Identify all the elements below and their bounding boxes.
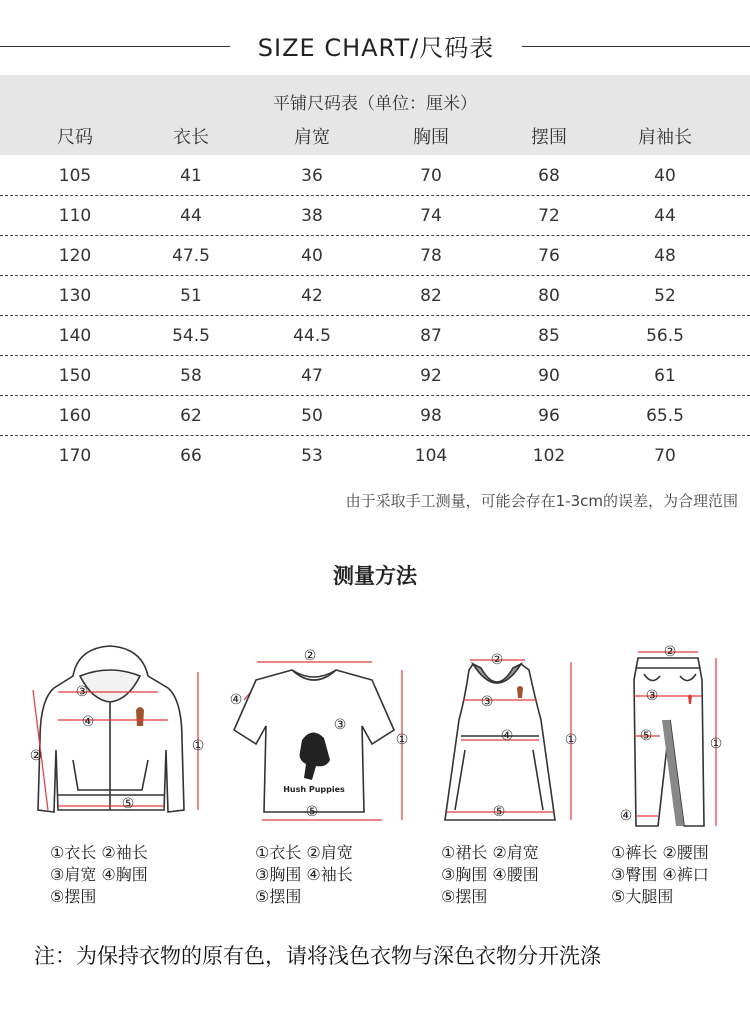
tshirt-legend	[255, 842, 353, 908]
cell-chest: 92	[420, 366, 442, 386]
size-table-header	[0, 75, 750, 155]
measure-marker-5: ⑤	[305, 804, 319, 820]
legend-line: ⑤大腿围	[611, 887, 674, 906]
cell-shoulder: 40	[301, 246, 323, 266]
cell-hem: 80	[538, 286, 560, 306]
legend-line: ①衣长 ②肩宽	[255, 843, 353, 862]
cell-sleeve: 70	[654, 446, 676, 466]
legend-line: ①裤长 ②腰围	[611, 843, 709, 862]
page-title: SIZE CHART/尺码表	[257, 34, 495, 62]
legend-line: ③臀围 ④裤口	[611, 865, 709, 884]
cell-sleeve: 40	[654, 166, 676, 186]
column-header: 衣长	[173, 127, 209, 148]
measure-marker-4: ④	[81, 714, 95, 730]
hoodie-logo-icon	[136, 707, 144, 726]
cell-length: 62	[180, 406, 202, 426]
cell-chest: 70	[420, 166, 442, 186]
cell-sleeve: 56.5	[646, 326, 684, 346]
cell-hem: 90	[538, 366, 560, 386]
cell-hem: 96	[538, 406, 560, 426]
title-divider-right	[522, 46, 750, 47]
measure-marker-4: ④	[619, 808, 633, 824]
measure-marker-3: ③	[75, 684, 89, 700]
cell-length: 41	[180, 166, 202, 186]
measure-marker-5: ⑤	[639, 728, 653, 744]
cell-shoulder: 36	[301, 166, 323, 186]
cell-sleeve: 44	[654, 206, 676, 226]
table-row	[0, 195, 750, 236]
cell-hem: 102	[532, 446, 566, 466]
table-row	[0, 235, 750, 276]
legend-line: ⑤摆围	[50, 887, 97, 906]
cell-sleeve: 48	[654, 246, 676, 266]
cell-shoulder: 50	[301, 406, 323, 426]
column-header: 肩袖长	[638, 127, 692, 148]
method-title: 测量方法	[333, 564, 417, 588]
measure-marker-1: ①	[191, 738, 205, 754]
cell-length: 51	[180, 286, 202, 306]
table-row	[0, 435, 750, 475]
cell-hem: 85	[538, 326, 560, 346]
measure-marker-3: ③	[480, 694, 494, 710]
cell-length: 47.5	[172, 246, 210, 266]
measure-marker-1: ①	[709, 736, 723, 752]
cell-chest: 78	[420, 246, 442, 266]
measure-marker-2: ②	[303, 648, 317, 664]
column-header: 肩宽	[294, 127, 330, 148]
measurement-error-note: 由于采取手工测量，可能会存在1-3cm的误差，为合理范围	[345, 492, 738, 510]
cell-chest: 104	[414, 446, 448, 466]
legend-line: ③胸围 ④袖长	[255, 865, 353, 884]
column-header: 摆围	[531, 127, 567, 148]
cell-chest: 74	[420, 206, 442, 226]
legend-line: ①裙长 ②肩宽	[441, 843, 539, 862]
legend-line: ①衣长 ②袖长	[50, 843, 148, 862]
cell-size: 170	[58, 446, 92, 466]
measure-marker-4: ④	[500, 728, 514, 744]
cell-sleeve: 61	[654, 366, 676, 386]
table-row	[0, 355, 750, 396]
cell-size: 160	[58, 406, 92, 426]
cell-size: 150	[58, 366, 92, 386]
title-divider-left	[0, 46, 230, 47]
measure-marker-3: ③	[645, 688, 659, 704]
cell-shoulder: 47	[301, 366, 323, 386]
cell-size: 140	[58, 326, 92, 346]
column-header: 尺码	[57, 127, 93, 148]
dress-legend	[441, 842, 539, 908]
cell-length: 58	[180, 366, 202, 386]
tshirt-diagram	[222, 640, 422, 840]
legend-line: ③肩宽 ④胸围	[50, 865, 148, 884]
cell-size: 105	[58, 166, 92, 186]
measure-marker-1: ①	[564, 732, 578, 748]
cell-hem: 68	[538, 166, 560, 186]
pants-legend	[611, 842, 709, 908]
hoodie-diagram	[18, 640, 218, 840]
dress-logo-icon	[517, 686, 523, 698]
cell-hem: 72	[538, 206, 560, 226]
cell-chest: 98	[420, 406, 442, 426]
cell-length: 44	[180, 206, 202, 226]
measure-marker-4: ④	[229, 692, 243, 708]
cell-size: 130	[58, 286, 92, 306]
measure-marker-5: ⑤	[492, 804, 506, 820]
cell-chest: 82	[420, 286, 442, 306]
cell-sleeve: 52	[654, 286, 676, 306]
cell-shoulder: 38	[301, 206, 323, 226]
legend-line: ⑤摆围	[441, 887, 488, 906]
cell-shoulder: 42	[301, 286, 323, 306]
table-row	[0, 315, 750, 356]
cell-size: 110	[58, 206, 92, 226]
measure-marker-1: ①	[395, 732, 409, 748]
cell-shoulder: 53	[301, 446, 323, 466]
column-header: 胸围	[413, 127, 449, 148]
hoodie-outline	[38, 646, 184, 812]
measure-marker-3: ③	[333, 717, 347, 733]
cell-length: 66	[180, 446, 202, 466]
table-caption: 平铺尺码表（单位：厘米）	[273, 94, 477, 114]
cell-length: 54.5	[172, 326, 210, 346]
pants-diagram	[600, 640, 740, 840]
dress-diagram	[425, 640, 595, 840]
table-row	[0, 155, 750, 196]
table-row	[0, 395, 750, 436]
tshirt-brand-text: Hush Puppies	[283, 785, 345, 794]
hoodie-legend	[50, 842, 148, 908]
cell-sleeve: 65.5	[646, 406, 684, 426]
measure-marker-2: ②	[663, 644, 677, 660]
measure-marker-2: ②	[29, 748, 43, 764]
legend-line: ⑤摆围	[255, 887, 302, 906]
table-row	[0, 275, 750, 316]
measure-marker-5: ⑤	[121, 796, 135, 812]
washing-note: 注：为保持衣物的原有色，请将浅色衣物与深色衣物分开洗涤	[34, 944, 601, 968]
cell-chest: 87	[420, 326, 442, 346]
title-row	[0, 22, 750, 66]
measure-marker-2: ②	[490, 652, 504, 668]
cell-hem: 76	[538, 246, 560, 266]
cell-size: 120	[58, 246, 92, 266]
cell-shoulder: 44.5	[293, 326, 331, 346]
legend-line: ③胸围 ④腰围	[441, 865, 539, 884]
